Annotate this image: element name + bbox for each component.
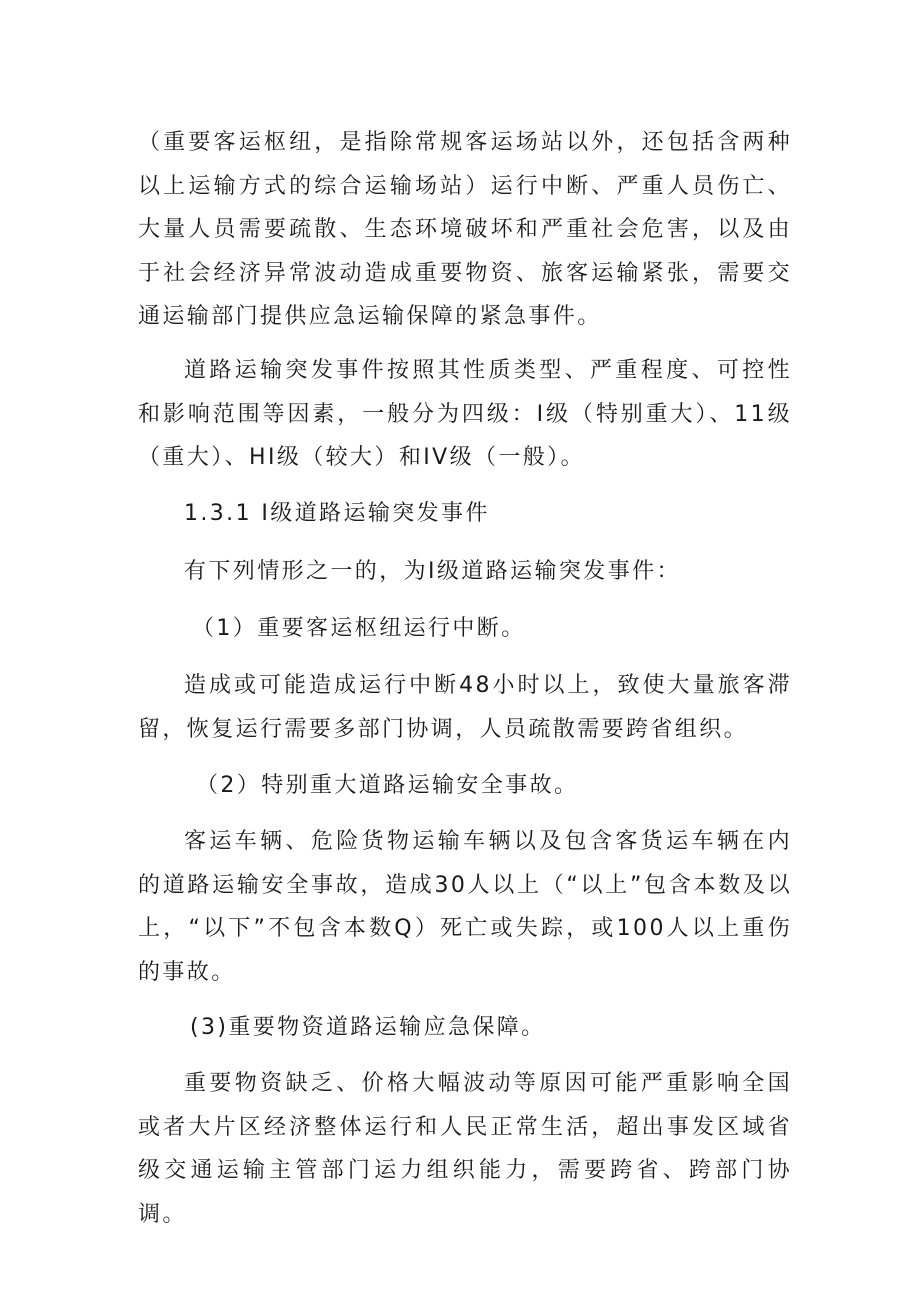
paragraph-definition-continued: （重要客运枢纽，是指除常规客运场站以外，还包括含两种以上运输方式的综合运输场站）运行中断、严重人员伤亡、大量人员需要疏散、生态环境破坏和严重社会危害，以及由于社会经济异常波动造成重要物资、旅客运输紧张，需要交通运输部门提供应急运输保障的紧急事件。	[138, 130, 792, 329]
paragraph-grading: 道路运输突发事件按照其性质类型、严重程度、可控性和影响范围等因素，一般分为四级：I级（特别重大）、11级（重大）、HI级（较大）和IV级（一般）。	[138, 358, 792, 470]
paragraph-item-2-detail: 客运车辆、危险货物运输车辆以及包含客货运车辆在内的道路运输安全事故，造成30人以上（“以上”包含本数及以上，“以下”不包含本数Q）死亡或失踪，或100人以上重伤的事故。	[138, 829, 792, 985]
list-item-1: （1）重要客运枢纽运行中断。	[192, 616, 526, 641]
list-item-2: （2）特别重大道路运输安全事故。	[196, 773, 579, 798]
paragraph-item-1-detail: 造成或可能造成运行中断48小时以上，致使大量旅客滞留，恢复运行需要多部门协调，人员疏散需要跨省组织。	[138, 673, 792, 742]
paragraph-intro-level-1: 有下列情形之一的，为I级道路运输突发事件：	[184, 559, 681, 584]
section-heading: 1.3.1 I级道路运输突发事件	[184, 501, 490, 526]
paragraph-item-3-detail: 重要物资缺乏、价格大幅波动等原因可能严重影响全国或者大片区经济整体运行和人民正常生活，超出事发区域省级交通运输主管部门运力组织能力，需要跨省、跨部门协调。	[138, 1071, 792, 1227]
list-item-3: (3)重要物资道路运输应急保障。	[190, 1015, 546, 1040]
